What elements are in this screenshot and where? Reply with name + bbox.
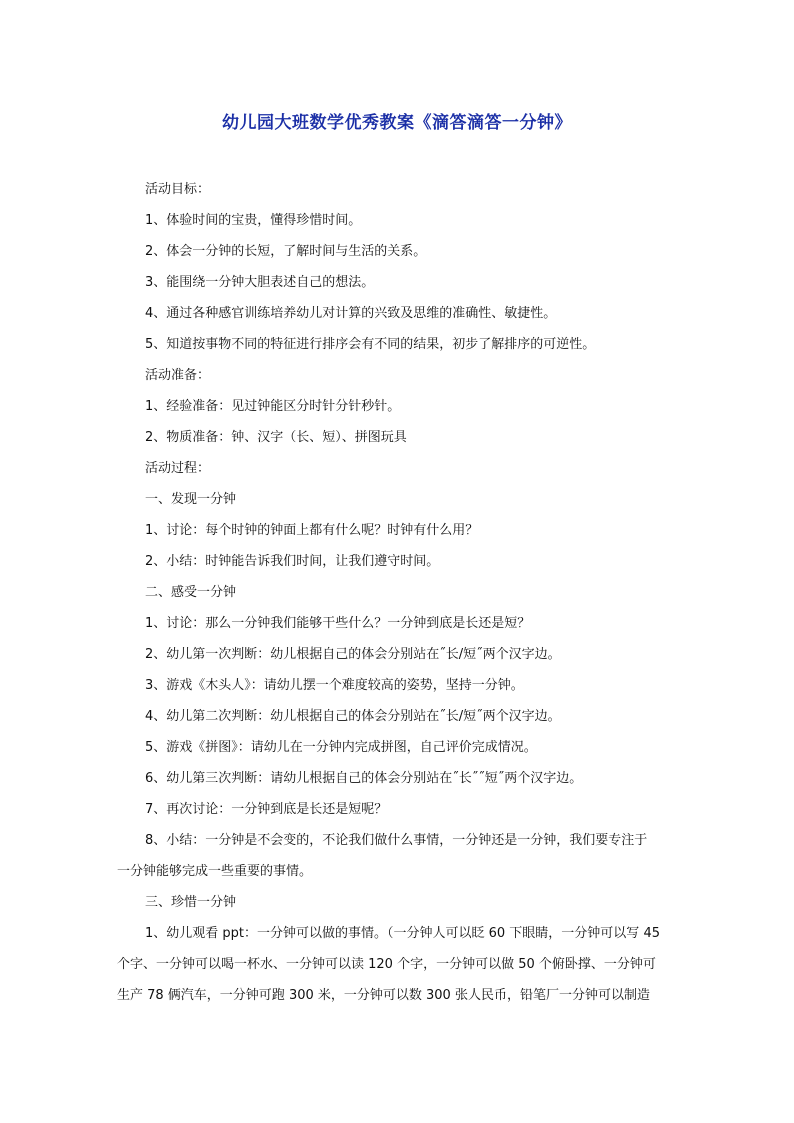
goal-item-5: 5、知道按事物不同的特征进行排序会有不同的结果，初步了解排序的可逆性。 <box>145 337 596 352</box>
process-part-1-heading: 一、发现一分钟 <box>145 492 237 507</box>
section-heading-process: 活动过程： <box>145 461 211 476</box>
process-part-2-item-8-continued: 一分钟能够完成一些重要的事情。 <box>117 864 313 879</box>
process-part-1-item-2: 2、小结：时钟能告诉我们时间，让我们遵守时间。 <box>145 554 440 569</box>
process-part-2-heading: 二、感受一分钟 <box>145 585 237 600</box>
process-part-2-item-7: 7、再次讨论：一分钟到底是长还是短呢？ <box>145 802 388 817</box>
section-heading-preparation: 活动准备： <box>145 368 211 383</box>
process-part-3-item-1-line-2: 个字、一分钟可以喝一杯水、一分钟可以读 120 个字，一分钟可以做 50 个俯卧撑、一分钟可 <box>117 957 656 972</box>
process-part-3-item-1-line-3: 生产 78 俩汽车，一分钟可跑 300 米，一分钟可以数 300 张人民币，铅笔厂一分钟可以制造 <box>117 988 650 1003</box>
process-part-2-item-4: 4、幼儿第二次判断：幼儿根据自己的体会分别站在˝长/短˝两个汉字边。 <box>145 709 561 724</box>
process-part-2-item-2: 2、幼儿第一次判断：幼儿根据自己的体会分别站在˝长/短˝两个汉字边。 <box>145 647 561 662</box>
goal-item-4: 4、通过各种感官训练培养幼儿对计算的兴致及思维的准确性、敏捷性。 <box>145 306 557 321</box>
goal-item-3: 3、能围绕一分钟大胆表述自己的想法。 <box>145 275 375 290</box>
process-part-1-item-1: 1、讨论：每个时钟的钟面上都有什么呢？时钟有什么用？ <box>145 523 479 538</box>
preparation-item-1: 1、经验准备：见过钟能区分时针分针秒针。 <box>145 399 401 414</box>
process-part-2-item-3: 3、游戏《木头人》：请幼儿摆一个难度较高的姿势，坚持一分钟。 <box>145 678 524 693</box>
process-part-2-item-6: 6、幼儿第三次判断：请幼儿根据自己的体会分别站在˝长˝˝短˝两个汉字边。 <box>145 771 583 786</box>
process-part-2-item-8: 8、小结：一分钟是不会变的，不论我们做什么事情，一分钟还是一分钟，我们要专注于 <box>145 833 648 848</box>
process-part-2-item-1: 1、讨论：那么一分钟我们能够干些什么？一分钟到底是长还是短？ <box>145 616 531 631</box>
document-title: 幼儿园大班数学优秀教案《滴答滴答一分钟》 <box>222 113 572 133</box>
goal-item-1: 1、体验时间的宝贵，懂得珍惜时间。 <box>145 213 362 228</box>
process-part-2-item-5: 5、游戏《拼图》：请幼儿在一分钟内完成拼图，自己评价完成情况。 <box>145 740 537 755</box>
process-part-3-item-1: 1、幼儿观看 ppt：一分钟可以做的事情。（一分钟人可以眨 60 下眼睛，一分钟可以写 45 <box>145 926 660 941</box>
section-heading-goals: 活动目标： <box>145 182 211 197</box>
process-part-3-heading: 三、珍惜一分钟 <box>145 895 237 910</box>
goal-item-2: 2、体会一分钟的长短，了解时间与生活的关系。 <box>145 244 427 259</box>
preparation-item-2: 2、物质准备：钟、汉字（长、短）、拼图玩具 <box>145 430 407 445</box>
